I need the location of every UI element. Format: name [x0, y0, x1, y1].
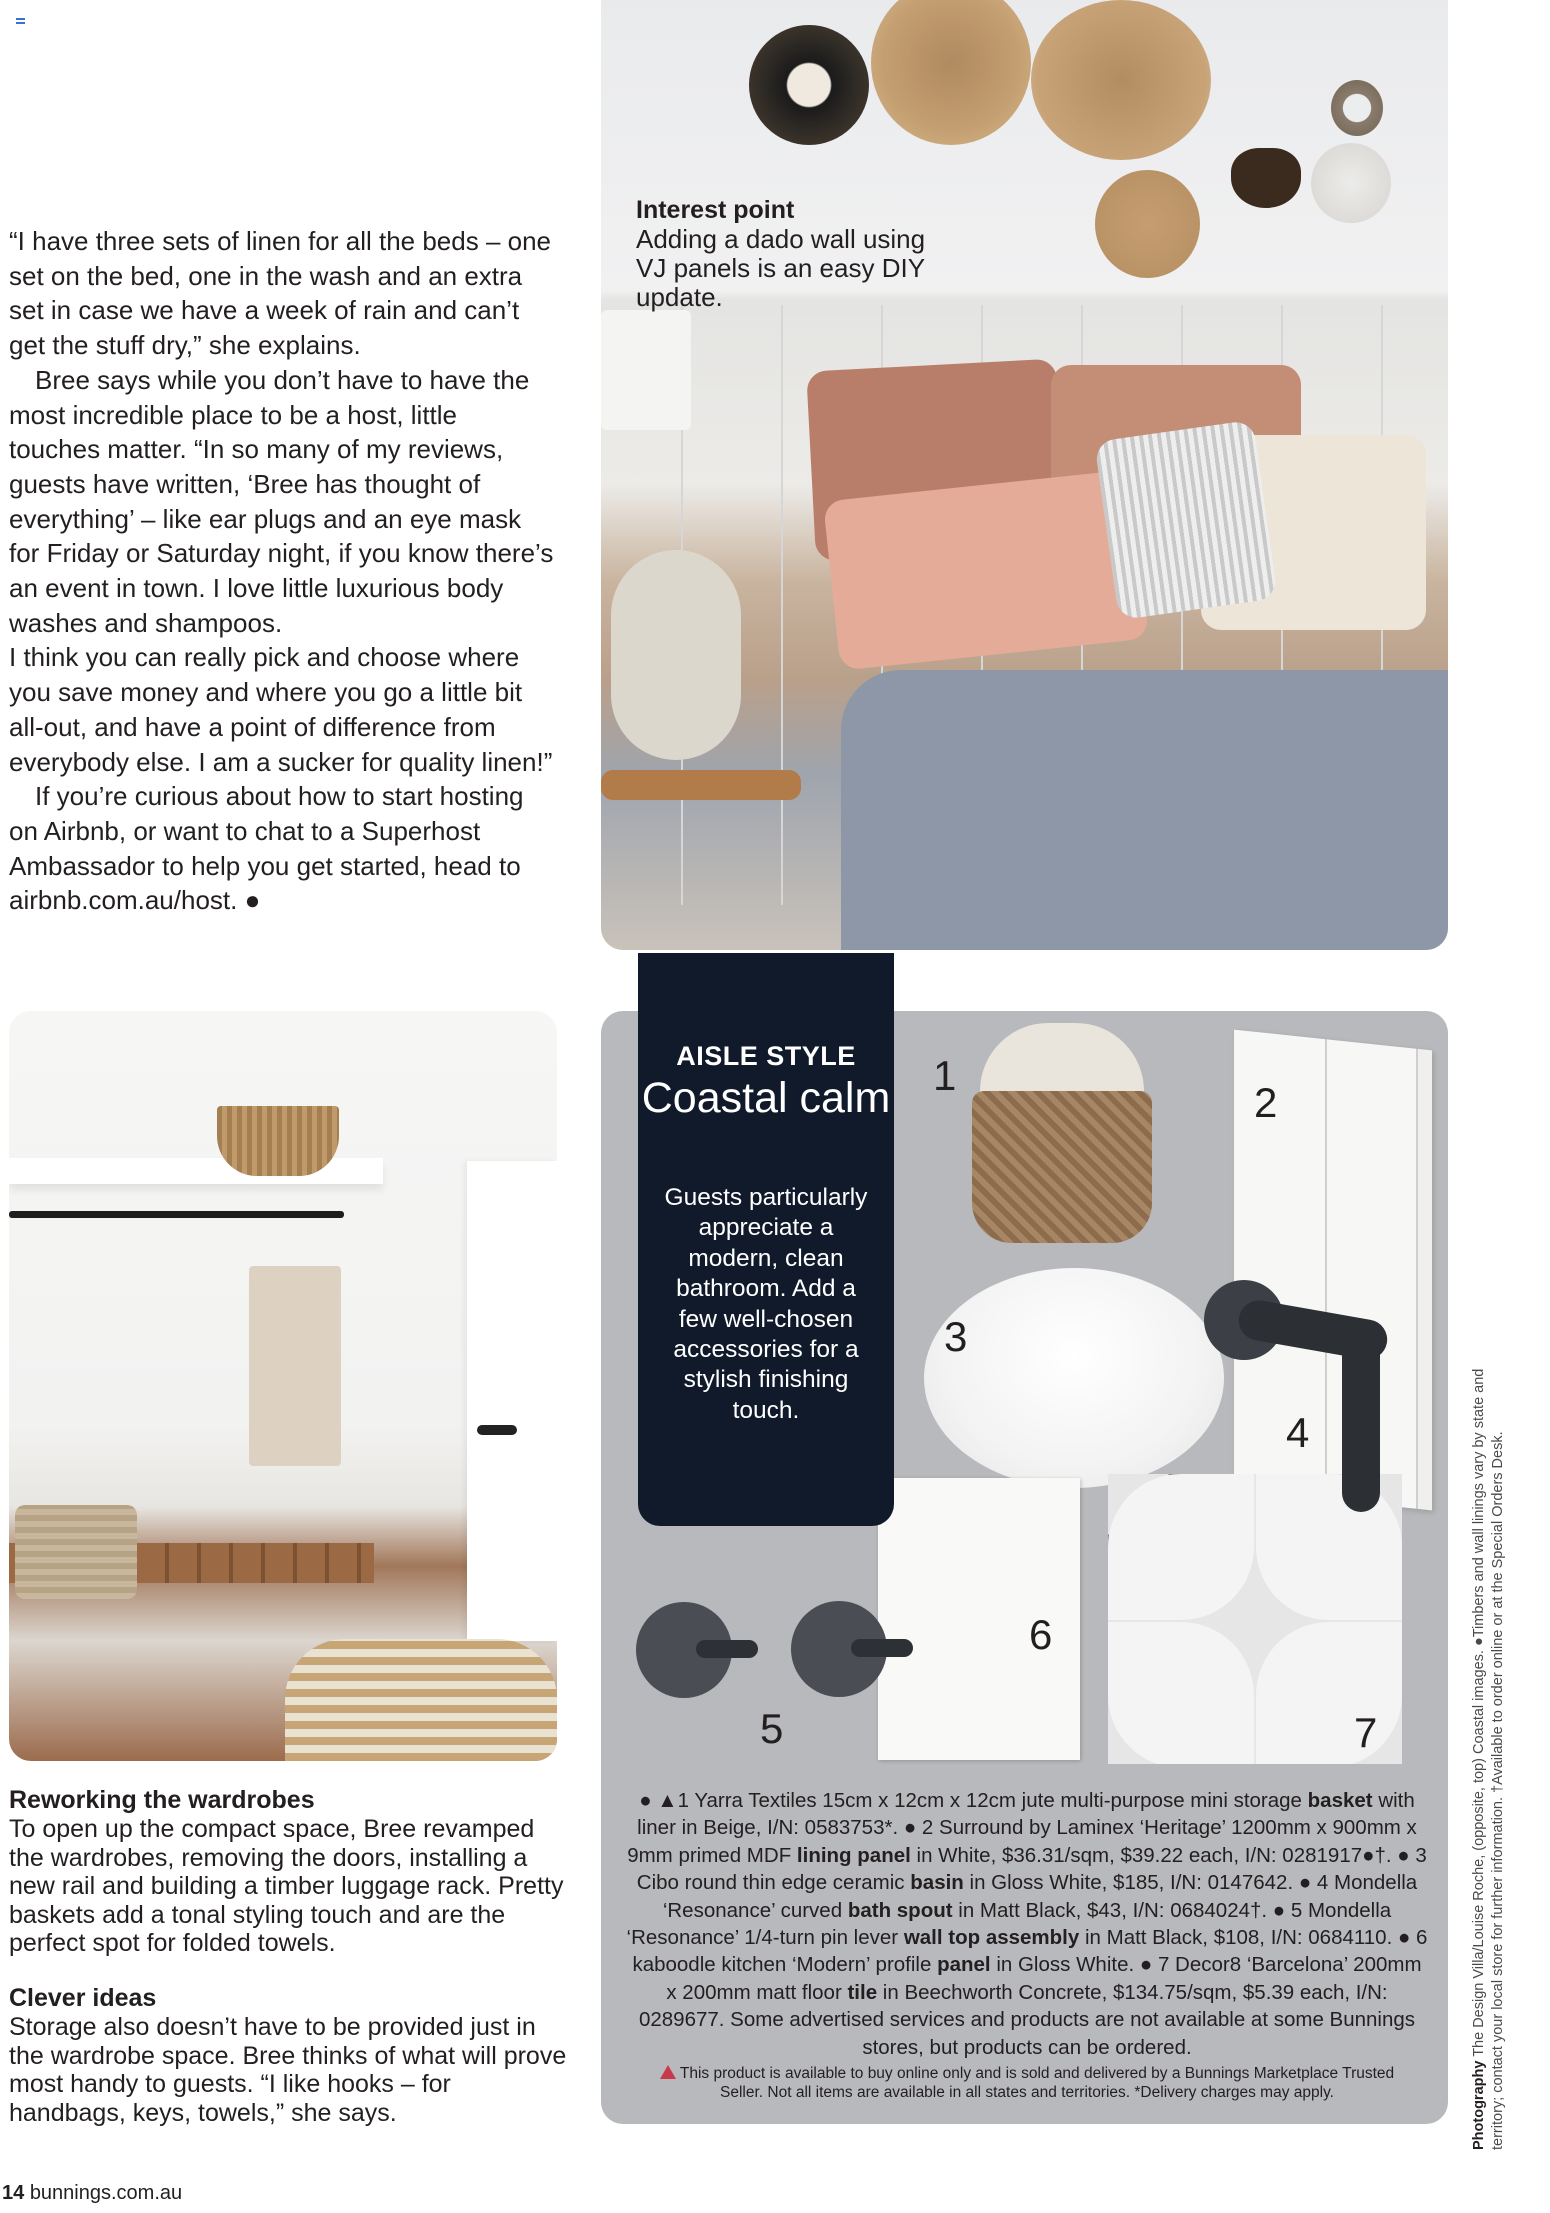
wardrobe-photo — [9, 1011, 557, 1761]
jute-storage-basket — [972, 1023, 1152, 1243]
wall-hanging-black — [749, 25, 869, 145]
wall-hanging-small — [1095, 170, 1200, 278]
product-entry: ● 2 Surround by Laminex ‘Heritage’ 1200mm x 900mm x 9mm primed MDF lining panel in White, $36.31/sqm, $39.22 each, I/N: 0281917●†. — [627, 1816, 1417, 1867]
product-number: 5 — [760, 1705, 784, 1752]
product-entry: ● ▲1 Yarra Textiles 15cm x 12cm x 12cm jute multi-purpose mini storage basket with liner in Beige, I/N: 0583753*. — [637, 1789, 1415, 1840]
wall-hanging-large — [1031, 0, 1211, 160]
intro-paragraph: “I have three sets of linen for all the beds – one set on the bed, one in the wash and an extra set in case we have a week of rain and can’t get the stuff dry,” she explains. — [9, 226, 552, 361]
clever-ideas-body: Storage also doesn’t have to be provided just in the wardrobe space. Bree thinks of what will prove most handy to guests. “I like hooks – for handbags, keys, towels,” she says. — [9, 2013, 567, 2127]
aisle-style-title: Coastal calm — [641, 1074, 891, 1122]
product-number: 4 — [1286, 1409, 1310, 1456]
menu-icon — [16, 18, 25, 26]
intro-paragraph: Bree says while you don’t have to have the most incredible place to be a host, little touches matter. “In so many of my reviews, guests have written, ‘Bree has thought of everything’ – like ear plugs and an eye mask for Friday or Saturday night, if you know there’s an event in town. I love little luxurious body washes and shampoos. — [9, 364, 554, 638]
wall-wreath — [1331, 80, 1383, 136]
intro-article-text — [9, 224, 554, 918]
interest-point-title: Interest point — [636, 196, 795, 224]
pillow-pink — [823, 469, 1149, 670]
product-entry: ● 6 kaboodle kitchen ‘Modern’ profile panel in Gloss White. — [632, 1926, 1428, 1977]
wall-top-assembly — [791, 1601, 909, 1719]
product-entry: ● 4 Mondella ‘Resonance’ curved bath spout in Matt Black, $43, I/N: 0684024†. — [662, 1871, 1418, 1922]
floor-basket — [285, 1639, 557, 1761]
photography-credit — [1470, 1330, 1508, 2150]
lampshade — [601, 310, 691, 430]
marketplace-note-text: This product is available to buy online only and is sold and delivered by a Bunnings Marketplace Trusted Seller. Not all items are available in all states and territories. *Delivery charges may apply. — [679, 2065, 1395, 2101]
intro-paragraph: I think you can really pick and choose where you save money and where you go a little bit all-out, and have a point of difference from everybody else. I am a sucker for quality linen!” — [9, 642, 553, 777]
woven-basket — [217, 1106, 339, 1176]
product-entry: ● 3 Cibo round thin edge ceramic basin in Gloss White, $185, I/N: 0147642. — [636, 1843, 1427, 1895]
clever-ideas-heading: Clever ideas — [9, 1984, 157, 2012]
wardrobes-heading: Reworking the wardrobes — [9, 1786, 315, 1814]
marketplace-triangle-icon — [660, 2065, 676, 2079]
hanging-rail — [9, 1211, 344, 1218]
product-number: 6 — [1029, 1611, 1053, 1658]
page-number: 14 — [2, 2182, 25, 2204]
marketplace-note — [640, 2064, 1414, 2102]
bedroom-photo — [601, 0, 1448, 950]
aisle-style-box — [638, 953, 894, 1526]
product-number: 3 — [944, 1313, 968, 1360]
interest-point-text: Adding a dado wall using VJ panels is an easy DIY update. — [636, 224, 926, 312]
vj-panel-line — [781, 305, 783, 905]
wall-fan — [1231, 148, 1301, 208]
round-basket — [15, 1505, 137, 1599]
wall-hanging-woven — [871, 0, 1031, 145]
open-door — [467, 1161, 557, 1641]
credit-text: The Design Villa/Louise Roche, (opposite, top) Coastal images. ●Timbers and wall linings vary by state and territory; contact your local store for further information. †Available to order online or at the Special Orders Desk. — [1471, 1368, 1506, 2150]
tile-pattern — [1256, 1622, 1402, 1764]
wall-hanging-white — [1311, 143, 1391, 223]
ceramic-lamp-base — [611, 550, 741, 760]
tile-pattern — [1108, 1622, 1254, 1764]
credit-label: Photography — [1471, 2060, 1487, 2150]
intro-paragraph: If you’re curious about how to start hosting on Airbnb, or want to chat to a Superhost Ambassador to help you get started, head to airbnb.com.au/host. ● — [9, 781, 524, 916]
curved-bath-spout — [1168, 1280, 1408, 1530]
aisle-style-copy: Guests particularly appreciate a modern, clean bathroom. Add a few well-chosen accessories for a stylish finishing touch. — [664, 1184, 868, 1424]
product-entry: ● 7 Decor8 ‘Barcelona’ 200mm x 200mm matt floor tile in Beechworth Concrete, $134.75/sqm, $5.39 each, I/N: 0289677. Some advertised services and products are not available at some Bunnings stores, but products can be ordered. — [638, 1953, 1422, 2059]
rattan-side-table — [601, 770, 801, 800]
pillow-striped — [1094, 420, 1277, 621]
product-number: 2 — [1254, 1079, 1278, 1126]
wall-top-assembly — [636, 1602, 754, 1720]
hanging-towel — [249, 1266, 341, 1466]
aisle-style-eyebrow: AISLE STYLE — [676, 1041, 856, 1071]
wardrobes-section — [9, 1785, 569, 1958]
wardrobes-body: To open up the compact space, Bree revamped the wardrobes, removing the doors, installing a new rail and building a timber luggage rack. Pretty baskets add a tonal styling touch and are the perfect spot for folded towels. — [9, 1815, 564, 1957]
product-number: 7 — [1354, 1709, 1378, 1756]
clever-ideas-section — [9, 1983, 569, 2127]
page-footer — [2, 2182, 182, 2205]
product-listing — [626, 1787, 1428, 2061]
blue-throw — [841, 670, 1448, 950]
footer-site[interactable]: bunnings.com.au — [29, 2182, 183, 2204]
door-handle — [477, 1425, 517, 1435]
interest-point-callout — [636, 196, 936, 312]
product-number: 1 — [933, 1052, 957, 1099]
product-entry: ● 5 Mondella ‘Resonance’ 1/4-turn pin lever wall top assembly in Matt Black, $108, I/N: 0684110. — [626, 1898, 1398, 1950]
